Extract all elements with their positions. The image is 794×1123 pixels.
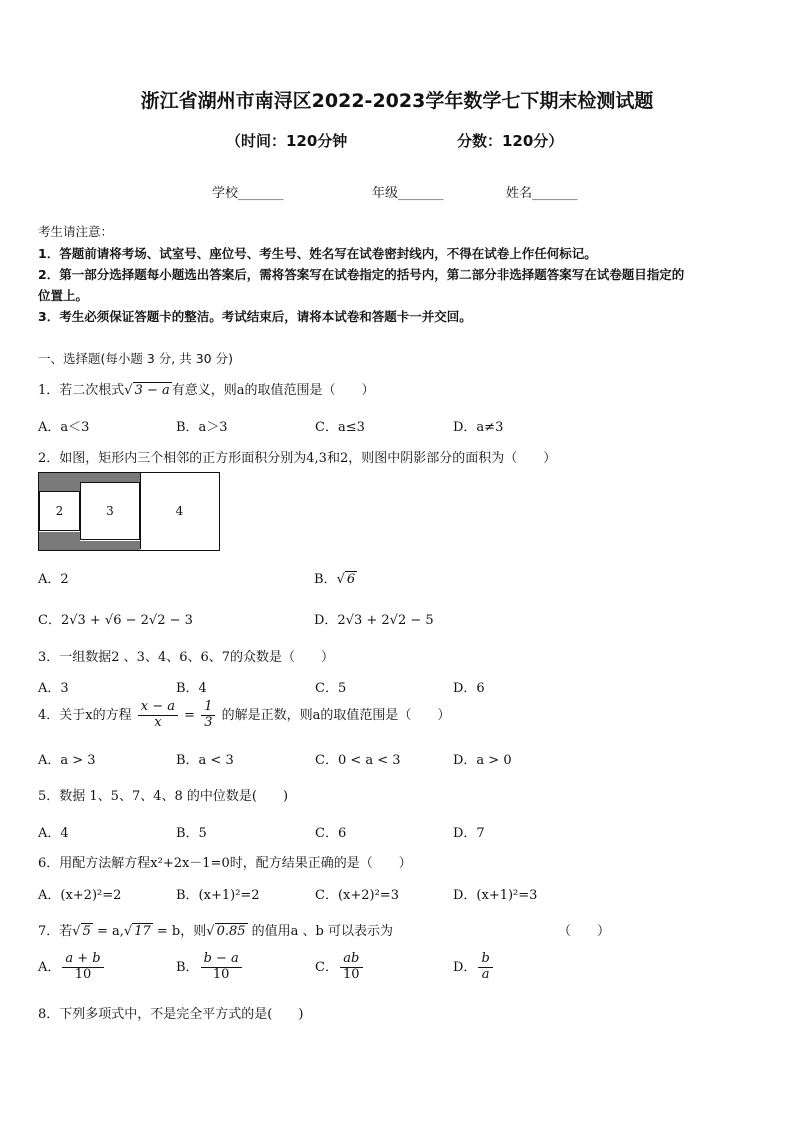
shaded-region — [39, 532, 80, 550]
option-a: A．(x+2)²=2 — [38, 888, 122, 903]
school-field: 学校_______ — [212, 186, 284, 201]
radicand: 3 − a — [134, 383, 170, 398]
option-b: B．(x+1)²=2 — [176, 888, 260, 903]
option-c: C．6 — [315, 826, 347, 841]
option-a: A．3 — [38, 681, 69, 696]
option-c: C．(x+2)²=3 — [315, 888, 399, 903]
notice-item: 1．答题前请将考场、试室号、座位号、考生号、姓名写在试卷密封线内，不得在试卷上作任何标记。 — [38, 246, 597, 261]
question-8: 8．下列多项式中，不是完全平方式的是( ) — [38, 1007, 304, 1022]
option-c: C． $\frac{ab}{10}$ — [315, 952, 365, 983]
question-7: 7．若√ 5 = a,√ 17 = b，则√ 0.85 的值用a 、b 可以表示为 — [38, 924, 393, 939]
square-2: 2 — [39, 491, 80, 531]
question-2: 2．如图，矩形内三个相邻的正方形面积分别为4,3和2，则图中阴影部分的面积为（ ） — [38, 451, 557, 466]
option-b: B．√ 6 — [314, 572, 356, 587]
notice-item: 3．考生必须保证答题卡的整洁。考试结束后，请将本试卷和答题卡一并交回。 — [38, 309, 472, 324]
option-d: D．(x+1)²=3 — [453, 888, 538, 903]
score-label: 分数：120分） — [457, 132, 564, 150]
option-b: B． $\frac{b - a}{10}$ — [176, 952, 244, 983]
option-b: B．5 — [176, 826, 207, 841]
time-label: （时间：120分钟 — [226, 132, 348, 150]
square-4: 4 — [140, 473, 218, 549]
notice-item: 2．第一部分选择题每小题选出答案后，需将答案写在试卷指定的括号内，第二部分非选择题答案写在试卷题目指定的 — [38, 267, 685, 282]
option-d: D．a≠3 — [453, 420, 504, 435]
grade-field: 年级_______ — [372, 186, 444, 201]
option-a: A．a > 3 — [38, 753, 96, 768]
answer-paren: （ ） — [558, 924, 611, 939]
option-b: B．4 — [176, 681, 207, 696]
option-c: C．a≤3 — [315, 420, 365, 435]
rectangle-figure — [38, 472, 220, 551]
option-c: C．2√3 + √6 − 2√2 − 3 — [38, 613, 193, 628]
shaded-region — [80, 541, 140, 550]
notice-heading: 考生请注意： — [38, 224, 114, 239]
name-field: 姓名_______ — [506, 186, 578, 201]
option-d: D．2√3 + 2√2 − 5 — [314, 613, 434, 628]
question-3: 3．一组数据2 、3、4、6、6、7的众数是（ ） — [38, 650, 335, 665]
question-6: 6．用配方法解方程x²+2x－1=0时，配方结果正确的是（ ） — [38, 856, 412, 871]
page-title: 浙江省湖州市南浔区2022-2023学年数学七下期末检测试题 — [140, 90, 654, 112]
section-heading: 一、选择题(每小题 3 分, 共 30 分) — [38, 351, 233, 366]
question-4: 4．关于x的方程 $\frac{x - a}{x}$ = $\frac{1}{3}$ 的解是正数，则a的取值范围是（ ） — [38, 699, 451, 730]
option-d: D． $\frac{b}{a}$ — [453, 952, 495, 983]
option-d: D．6 — [453, 681, 485, 696]
question-5: 5．数据 1、5、7、4、8 的中位数是( ) — [38, 789, 289, 804]
fraction: $\frac{x - a}{x}$ — [138, 700, 178, 731]
shaded-region — [80, 473, 140, 482]
option-a: A．a＜3 — [38, 420, 90, 435]
shaded-region — [39, 473, 80, 491]
option-a: A．4 — [38, 826, 69, 841]
question-1: 1．若二次根式√ 3 − a 有意义，则a的取值范围是（ ） — [38, 383, 375, 398]
option-d: D．7 — [453, 826, 485, 841]
square-3: 3 — [80, 482, 140, 540]
notice-item: 位置上。 — [38, 288, 89, 303]
option-a: A．2 — [38, 572, 69, 587]
option-a: A． $\frac{a + b}{10}$ — [38, 952, 106, 983]
option-b: B．a < 3 — [176, 753, 234, 768]
option-b: B．a＞3 — [176, 420, 228, 435]
option-d: D．a > 0 — [453, 753, 512, 768]
option-c: C．5 — [315, 681, 347, 696]
fraction: $\frac{1}{3}$ — [201, 700, 215, 731]
option-c: C．0 < a < 3 — [315, 753, 401, 768]
